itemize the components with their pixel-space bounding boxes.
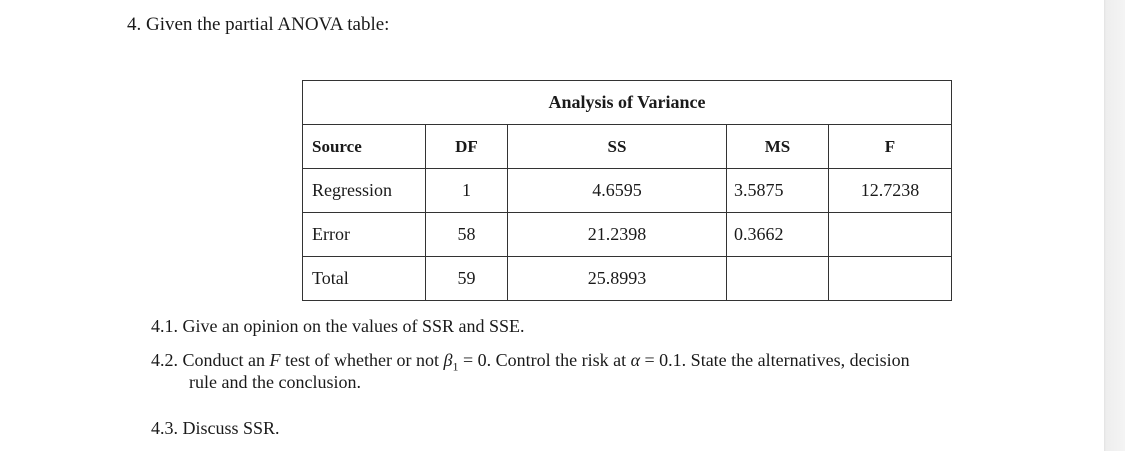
table-caption: Analysis of Variance	[303, 81, 952, 125]
alpha-symbol: α	[630, 350, 641, 370]
subquestion-4-2-text: = 0. Control the risk at	[458, 350, 631, 370]
table-row	[303, 213, 952, 257]
cell-ms	[727, 257, 829, 301]
subquestion-4-3: 4.3. Discuss SSR.	[151, 418, 280, 438]
subquestion-4-1: 4.1. Give an opinion on the values of SSR and SSE.	[151, 316, 525, 336]
table-row	[303, 169, 952, 213]
cell-f: 12.7238	[829, 169, 952, 213]
table-caption-row	[303, 81, 952, 125]
header-ms: MS	[727, 125, 829, 169]
page-gutter	[1104, 0, 1125, 451]
question-heading: 4. Given the partial ANOVA table:	[127, 14, 390, 35]
header-df: DF	[426, 125, 508, 169]
header-source: Source	[303, 125, 426, 169]
f-symbol: F	[269, 350, 281, 370]
cell-df: 58	[426, 213, 508, 257]
cell-source: Error	[303, 213, 426, 257]
cell-df: 59	[426, 257, 508, 301]
cell-ms: 3.5875	[727, 169, 829, 213]
cell-ss: 21.2398	[508, 213, 727, 257]
cell-ss: 4.6595	[508, 169, 727, 213]
subquestion-4-2-text: 4.2. Conduct an	[151, 350, 270, 370]
table-header-row	[303, 125, 952, 169]
subquestion-4-2	[151, 350, 910, 375]
beta-symbol: β	[443, 350, 453, 370]
cell-source: Total	[303, 257, 426, 301]
subquestion-4-2-continuation: rule and the conclusion.	[189, 372, 361, 392]
cell-ss: 25.8993	[508, 257, 727, 301]
subquestion-4-2-text: = 0.1. State the alternatives, decision	[640, 350, 910, 370]
cell-f	[829, 257, 952, 301]
header-ss: SS	[508, 125, 727, 169]
anova-table	[302, 80, 952, 301]
cell-df: 1	[426, 169, 508, 213]
cell-source: Regression	[303, 169, 426, 213]
subquestion-4-2-text: test of whether or not	[280, 350, 444, 370]
table-row	[303, 257, 952, 301]
cell-ms: 0.3662	[727, 213, 829, 257]
beta-subscript: 1	[452, 359, 459, 374]
header-f: F	[829, 125, 952, 169]
cell-f	[829, 213, 952, 257]
